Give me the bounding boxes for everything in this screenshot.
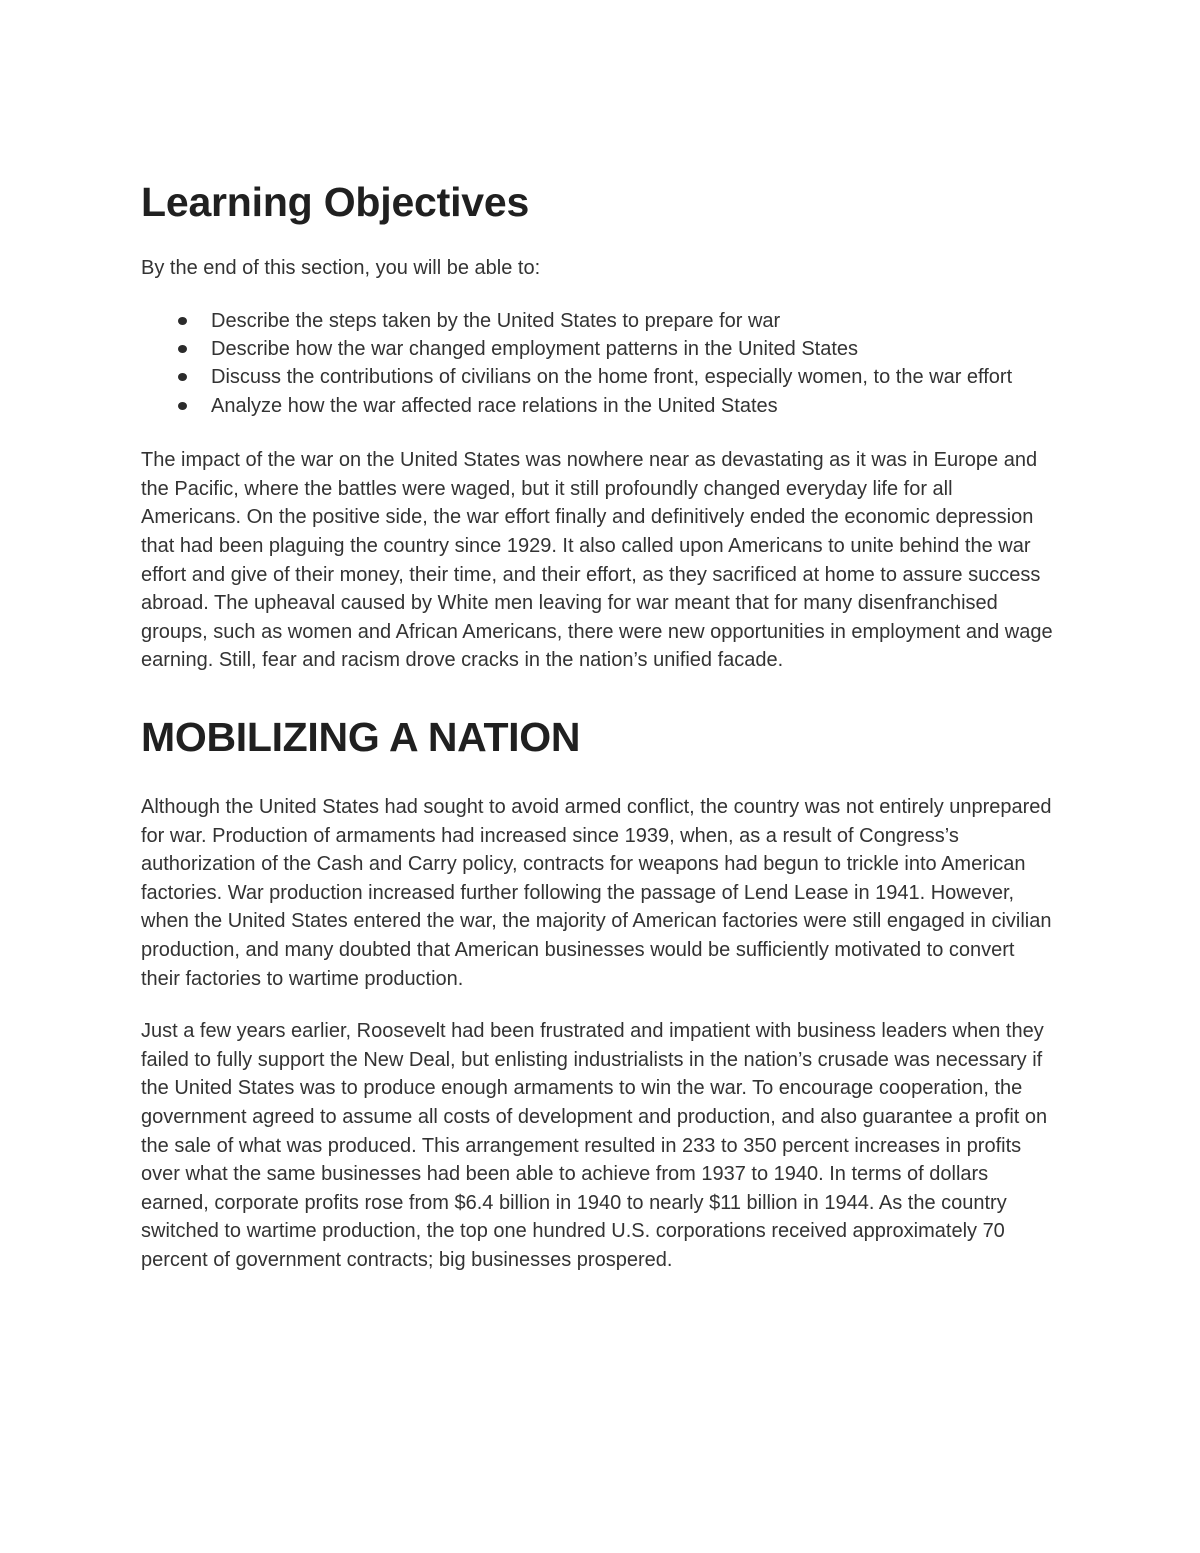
bullet-icon (178, 345, 187, 353)
body-paragraph-impact: The impact of the war on the United States was nowhere near as devastating as it was in Europe and the Pacific, where the battles were waged, but it still profoundly changed everyday life for all Americans. On the positive side, the war effort finally and definitively ended the economic depression that had been plaguing the country since 1929. It also called upon Americans to unite behind the war effort and give of their money, their time, and their effort, as they sacrificed at home to assure success abroad. The upheaval caused by White men leaving for war meant that for many disenfranchised groups, such as women and African Americans, there were new opportunities in employment and wage earning. Still, fear and racism drove cracks in the nation’s unified facade. (141, 449, 1053, 672)
bullet-icon (178, 402, 187, 410)
body-paragraph-production: Although the United States had sought to avoid armed conflict, the country was not entirely unprepared for war. Production of armaments had increased since 1939, when, as a result of Congress’s authorization of the Cash and Carry policy, contracts for weapons had begun to trickle into American factories. War production increased further following the passage of Lend Lease in 1941. However, when the United States entered the war, the majority of American factories were still engaged in civilian production, and many doubted that American businesses would be sufficiently motivated to convert their factories to wartime production. (141, 795, 1052, 990)
document-page (141, 176, 1056, 1274)
objectives-list (141, 307, 1056, 421)
list-item-text: Describe the steps taken by the United States to prepare for war (211, 309, 781, 332)
list-item-text: Analyze how the war affected race relations in the United States (211, 394, 778, 417)
list-item (141, 363, 1056, 391)
bullet-icon (178, 373, 187, 381)
body-paragraph-industrialists: Just a few years earlier, Roosevelt had been frustrated and impatient with business leaders when they failed to fully support the New Deal, but enlisting industrialists in the nation’s crusade was necessary if the United States was to produce enough armaments to win the war. To encourage cooperation, the government agreed to assume all costs of development and production, and also guarantee a profit on the sale of what was produced. This arrangement resulted in 233 to 350 percent increases in profits over what the same businesses had been able to achieve from 1937 to 1940. In terms of dollars earned, corporate profits rose from $6.4 billion in 1940 to nearly $11 billion in 1944. As the country switched to wartime production, the top one hundred U.S. corporations received approximately 70 percent of government contracts; big businesses prospered. (141, 1020, 1048, 1271)
objectives-intro: By the end of this section, you will be able to: (141, 257, 541, 279)
list-item-text: Discuss the contributions of civilians on the home front, especially women, to the war effort (211, 366, 1013, 389)
list-item-text: Describe how the war changed employment patterns in the United States (211, 338, 859, 360)
list-item (141, 392, 1056, 420)
page-title: Learning Objectives (141, 179, 530, 225)
list-item (141, 307, 1056, 335)
bullet-icon (178, 317, 187, 325)
section-heading: MOBILIZING A NATION (141, 713, 581, 760)
list-item (141, 335, 1056, 363)
